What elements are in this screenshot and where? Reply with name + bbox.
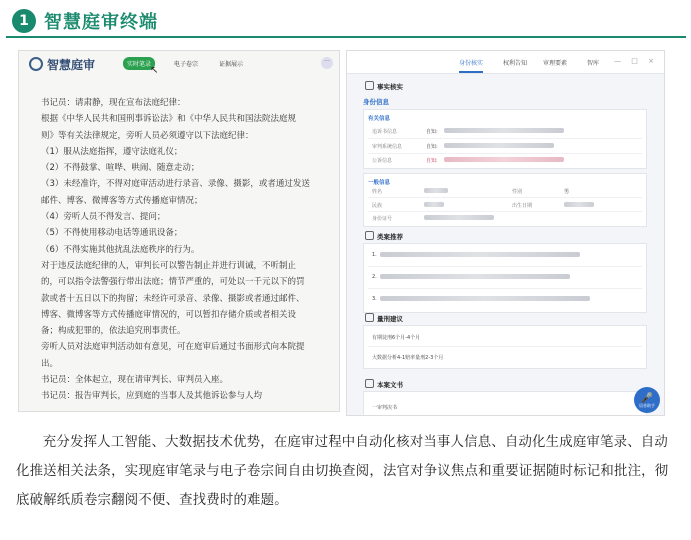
transcript-screenshot — [18, 50, 340, 412]
row-label: 出生日期 — [512, 203, 533, 209]
section-case-refs — [365, 231, 403, 241]
case-ref-item[interactable]: 1. — [372, 252, 377, 258]
divider — [368, 211, 642, 212]
divider — [368, 346, 642, 347]
section-fact-check — [365, 81, 403, 91]
tab-rights-notice[interactable]: 权利告知 — [503, 60, 528, 67]
transcript-line: 的，可以指令法警强行带出法庭；情节严重的，可处以一千元以下的罚 — [41, 277, 305, 288]
file-icon — [365, 379, 374, 388]
transcript-line: 对于违反法庭纪律的人，审判长可以警告制止并进行训诫，不听制止 — [41, 260, 297, 271]
divider — [368, 197, 642, 198]
redacted-value — [424, 215, 494, 220]
tab-electronic-file[interactable]: 电子卷宗 — [174, 61, 199, 68]
section-title: 智慧庭审终端 — [44, 12, 158, 33]
sentence-item: 大数据分析4-1赔率量刑2-3个月 — [372, 355, 444, 361]
transcript-text — [41, 95, 339, 405]
redacted-value — [424, 202, 444, 207]
doc-item[interactable]: 一审判决书 — [372, 405, 398, 411]
voice-assistant-button[interactable] — [634, 387, 660, 413]
transcript-line: 根据《中华人民共和国刑事诉讼法》和《中华人民共和国法院法庭规 — [41, 114, 297, 125]
court-emblem-icon — [29, 57, 43, 71]
tab-think-tank[interactable]: 智库 — [587, 60, 600, 67]
transcript-line: 款或者十五日以下的拘留；未经许可录音、录像、摄影或者通过邮件、 — [41, 293, 305, 304]
transcript-line: 邮件、博客、微博客等方式传播庭审情况； — [41, 195, 203, 206]
transcript-line: 旁听人员对法庭审判活动如有意见，可在庭审后通过书面形式向本院提 — [41, 342, 305, 353]
transcript-line: （5）不得使用移动电话等通讯设备； — [41, 228, 183, 239]
tab-live-transcript[interactable]: 实时笔录 — [123, 57, 155, 70]
redacted-value — [380, 252, 580, 257]
transcript-line: 博客、微博客等方式传播庭审情况的，可以暂扣存储介质或者相关设 — [41, 309, 297, 320]
transcript-line: （4）旁听人员不得发言、提问； — [41, 212, 166, 223]
tab-trial-elements[interactable]: 审理要素 — [543, 60, 568, 67]
section-docs — [365, 379, 403, 389]
transcript-topbar — [19, 51, 339, 77]
redacted-value — [424, 188, 448, 193]
transcript-line: （1）服从法庭指挥，遵守法庭礼仪； — [41, 146, 183, 157]
court-info-card — [363, 109, 647, 169]
case-ref-item[interactable]: 2. — [372, 274, 377, 280]
row-prefix: 自知: — [426, 129, 438, 135]
description-paragraph: 充分发挥人工智能、大数据技术优势，在庭审过程中自动化核对当事人信息、自动化生成庭审笔录、自动化推送相关法条，实现庭审笔录与电子卷宗间自由切换查阅，法官对争议焦点和重要证据随时标记和批注，彻底破解纸质卷宗翻阅不便、查找费时的难题。 — [16, 435, 669, 508]
case-refs-card — [363, 243, 647, 313]
transcript-line: 备；构成犯罪的，依法追究刑事责任。 — [41, 326, 186, 337]
transcript-line: （3）未经准许，不得对庭审活动进行录音、录像、摄影，或者通过发送 — [41, 179, 310, 190]
person-info-card — [363, 173, 647, 227]
docs-card — [363, 391, 647, 416]
row-prefix: 自知: — [426, 158, 438, 164]
app-name: 智慧庭审 — [47, 58, 96, 72]
row-label: 公诉信息 — [372, 158, 393, 164]
case-topbar — [347, 51, 664, 74]
row-label: 姓名 — [372, 189, 383, 195]
row-label: 民族 — [372, 203, 383, 209]
row-prefix: 自知: — [426, 144, 438, 150]
section-header — [0, 0, 691, 44]
transcript-line: （6）不得实施其他扰乱法庭秩序的行为。 — [41, 244, 200, 255]
document-icon — [365, 231, 374, 240]
microphone-icon: 🎤 — [640, 393, 654, 404]
redacted-value — [380, 296, 590, 301]
section-label: 类案推荐 — [377, 233, 403, 241]
divider — [368, 153, 642, 154]
row-label: 身份证号 — [372, 216, 393, 222]
redacted-value — [564, 202, 594, 207]
more-icon[interactable]: ··· — [321, 57, 333, 69]
card-subtitle: 一般信息 — [368, 180, 391, 186]
mouse-cursor-icon: ↖ — [150, 65, 159, 76]
redacted-value — [444, 157, 564, 162]
transcript-line: 书记员：报告审判长，应到庭的当事人及其他诉讼参与人均 — [41, 391, 263, 402]
header-underline — [6, 36, 686, 38]
row-label: 性别 — [512, 189, 523, 195]
transcript-line: （2）不得鼓掌、喧哗、哄闹、随意走动； — [41, 163, 200, 174]
case-ref-item[interactable]: 3. — [372, 296, 377, 302]
tab-identity-check[interactable]: 身份核实 — [459, 60, 484, 67]
mic-label: 语音助手 — [639, 403, 655, 408]
gavel-icon — [365, 313, 374, 322]
card-subtitle: 有关信息 — [368, 116, 391, 122]
section-label: 事实核实 — [377, 83, 403, 91]
section-identity: 身份信息 — [363, 98, 389, 106]
gender-value: 男 — [564, 189, 570, 195]
section-label: 本案文书 — [377, 381, 403, 389]
window-controls[interactable]: — □ × — [614, 57, 658, 65]
checklist-icon — [365, 81, 374, 90]
redacted-value — [444, 143, 554, 148]
tab-evidence-display[interactable]: 证据展示 — [219, 61, 244, 68]
redacted-value — [444, 128, 564, 133]
row-label: 审判系统信息 — [372, 144, 403, 150]
sentence-card — [363, 325, 647, 369]
transcript-line: 书记员：全体起立，现在请审判长、审判员入座。 — [41, 375, 229, 386]
sentence-item: 有期徒刑6个月-4个月 — [372, 335, 421, 341]
divider — [368, 288, 642, 289]
redacted-value — [380, 274, 570, 279]
transcript-line: 则》等有关法律规定，旁听人员必须遵守以下法庭纪律： — [41, 130, 254, 141]
transcript-line: 出。 — [41, 358, 59, 369]
section-number-badge: 1 — [12, 9, 36, 33]
divider — [368, 266, 642, 267]
case-info-screenshot — [346, 50, 665, 416]
section-sentence — [365, 313, 403, 323]
divider — [368, 138, 642, 139]
row-label: 追诉书信息 — [372, 129, 398, 135]
transcript-line: 书记员：请肃静，现在宣布法庭纪律： — [41, 98, 186, 108]
section-label: 量刑建议 — [377, 315, 403, 323]
